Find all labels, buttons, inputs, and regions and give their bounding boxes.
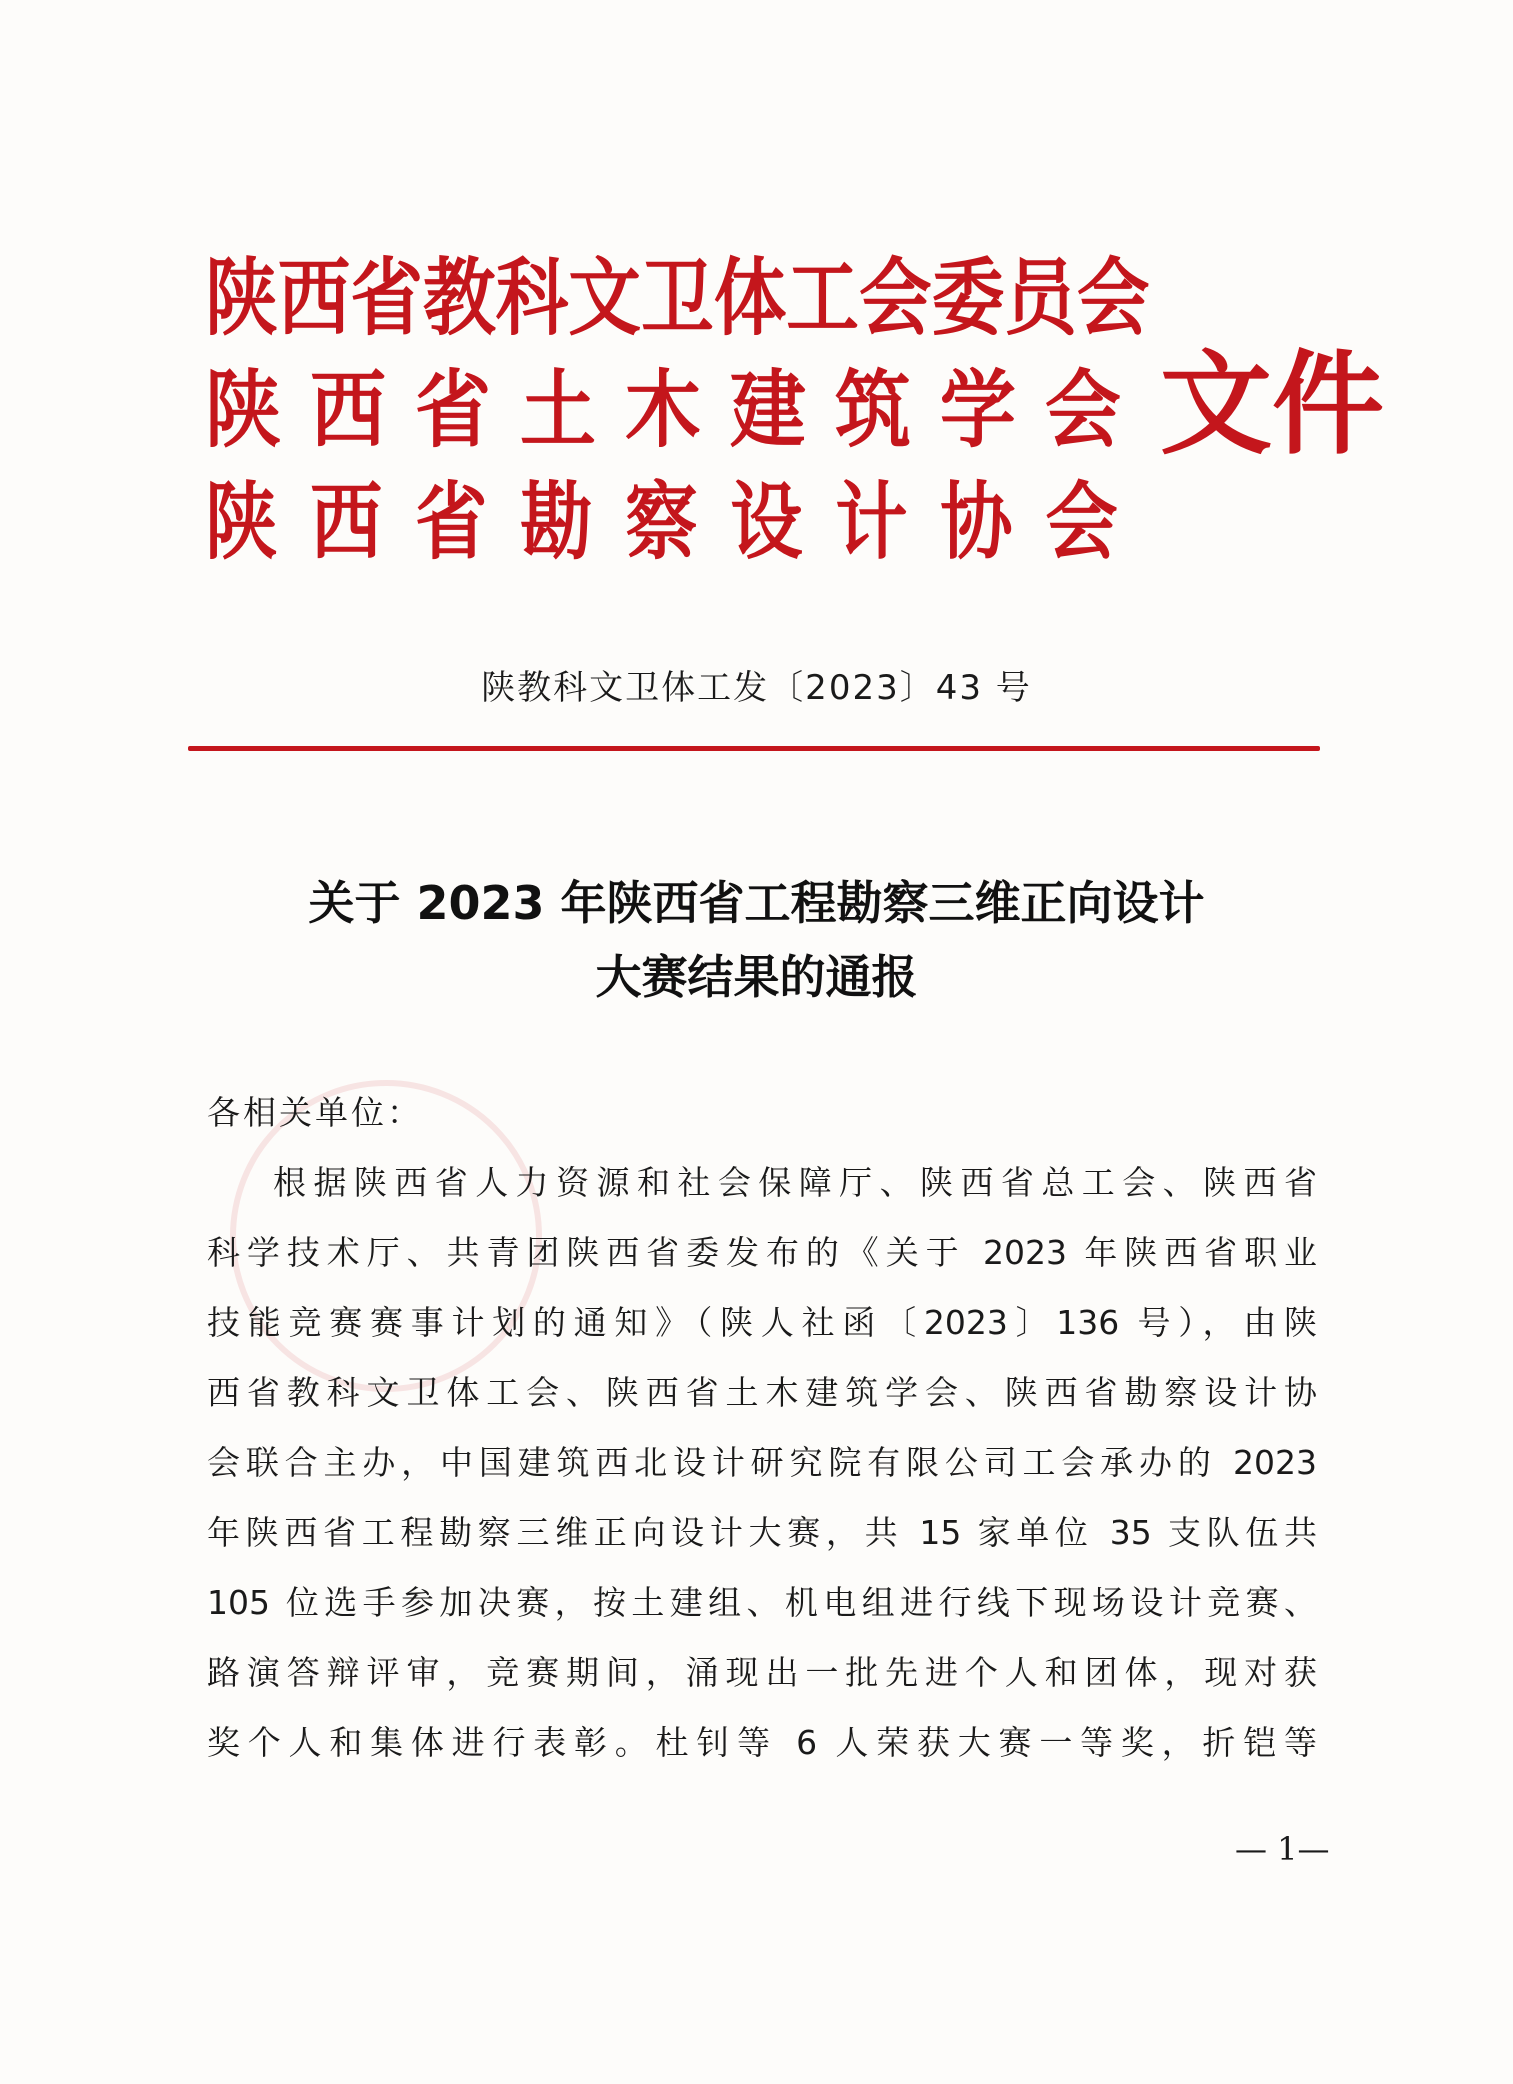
- body-line: 路演答辩评审，竞赛期间，涌现出一批先进个人和团体，现对获: [207, 1653, 1317, 1692]
- red-masthead: [205, 248, 1384, 590]
- title-line-1: 关于 2023 年陕西省工程勘察三维正向设计: [308, 876, 1205, 930]
- body-line: 会联合主办，中国建筑西北设计研究院有限公司工会承办的 2023: [207, 1443, 1317, 1482]
- body-line: 西省教科文卫体工会、陕西省土木建筑学会、陕西省勘察设计协: [207, 1373, 1317, 1412]
- issuer-line-3: 陕西省勘察设计协会: [205, 472, 1151, 571]
- body-line: 年陕西省工程勘察三维正向设计大赛，共 15 家单位 35 支队伍共: [207, 1513, 1317, 1552]
- page-number: — 1—: [1235, 1830, 1330, 1868]
- body-line: 根据陕西省人力资源和社会保障厅、陕西省总工会、陕西省: [273, 1163, 1317, 1202]
- body-line: 技能竞赛赛事计划的通知》（陕人社函〔2023〕136 号），由陕: [207, 1303, 1317, 1342]
- red-divider: [188, 746, 1320, 751]
- salutation: 各相关单位：: [207, 1093, 423, 1132]
- document-suffix: 文件: [1160, 339, 1384, 470]
- issuer-line-1: 陕西省教科文卫体工会委员会: [205, 248, 1150, 347]
- title-line-2: 大赛结果的通报: [595, 950, 918, 1004]
- document-number: 陕教科文卫体工发〔2023〕43 号: [481, 668, 1032, 708]
- body-line: 奖个人和集体进行表彰。杜钊等 6 人荣获大赛一等奖，折铠等: [207, 1723, 1317, 1762]
- document-title: [0, 866, 1513, 1014]
- issuer-line-2: 陕西省土木建筑学会: [205, 360, 1150, 459]
- body-line: 科学技术厅、共青团陕西省委发布的《关于 2023 年陕西省职业: [207, 1233, 1317, 1272]
- body-paragraph: [207, 1148, 1317, 1778]
- body-line: 105 位选手参加决赛，按土建组、机电组进行线下现场设计竞赛、: [207, 1583, 1317, 1622]
